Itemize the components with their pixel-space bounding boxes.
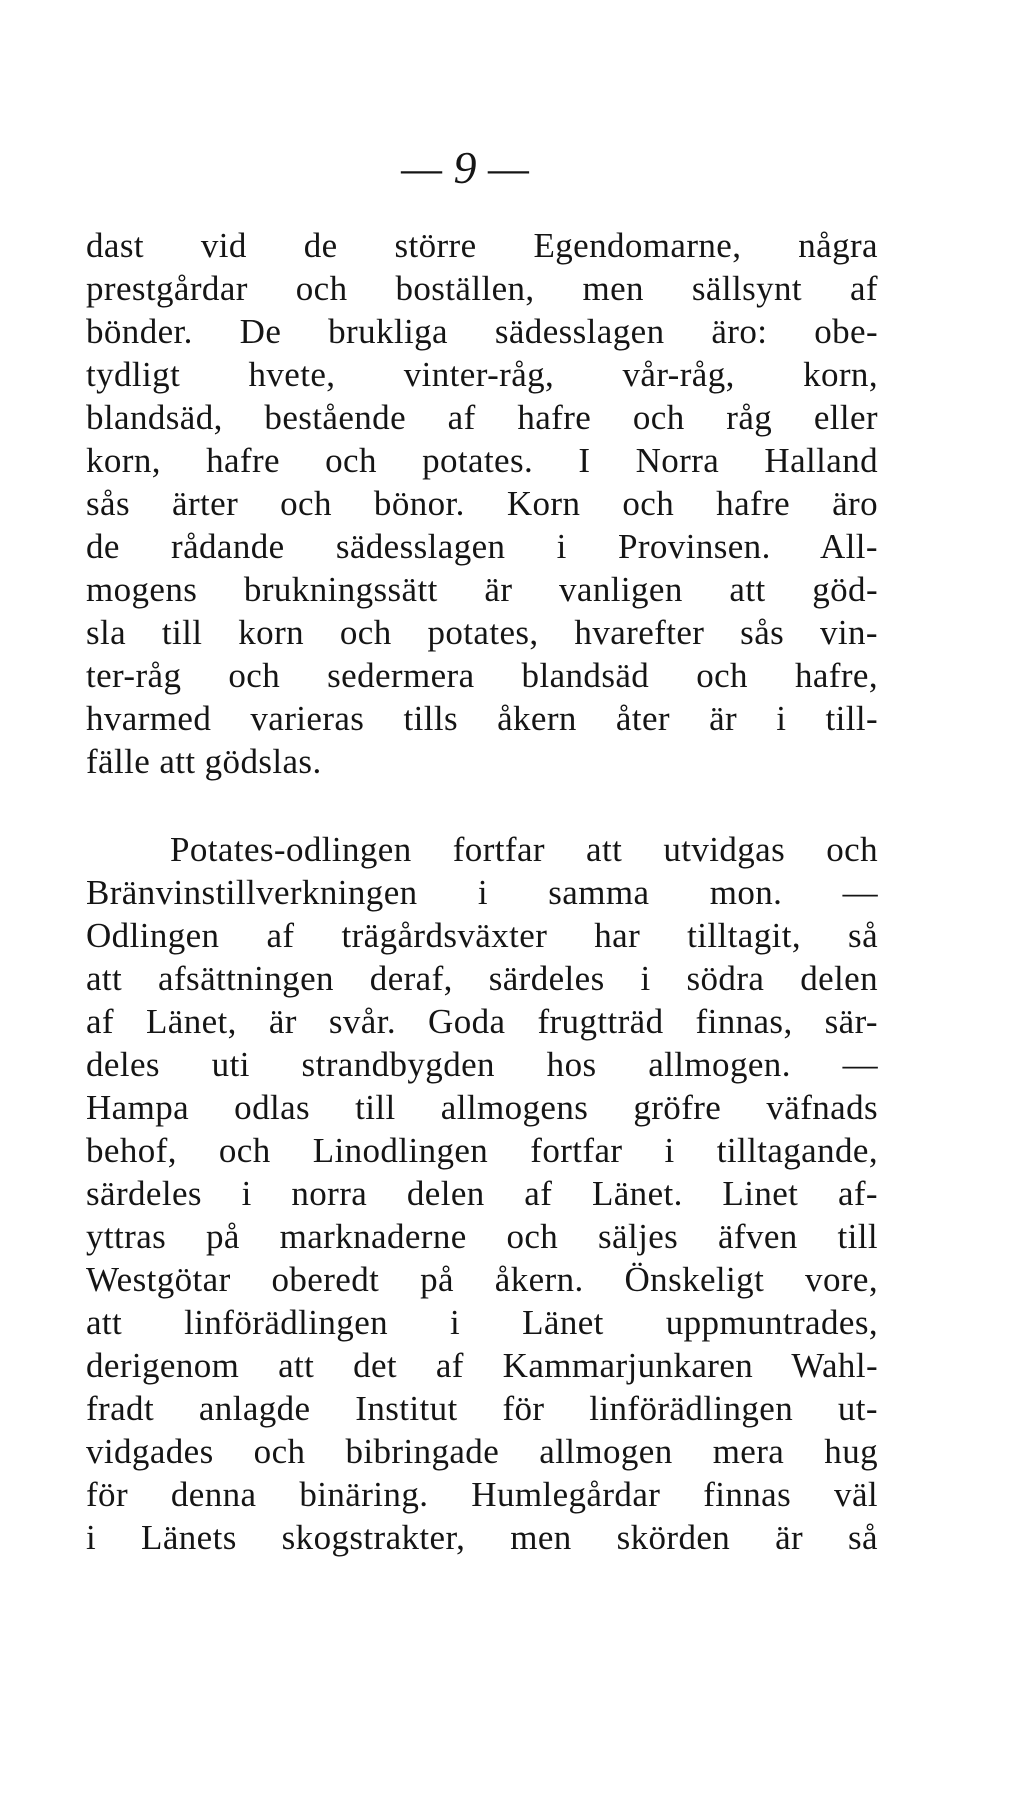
text-line: att afsättningen deraf, särdeles i södra delen [86, 959, 878, 998]
text-line: vidgades och bibringade allmogen mera hug [86, 1432, 878, 1471]
text-line: yttras på marknaderne och säljes äfven till [86, 1217, 878, 1256]
text-line: att linförädlingen i Länet uppmuntrades, [86, 1303, 878, 1342]
text-line: sla till korn och potates, hvarefter sås vin- [86, 613, 878, 652]
text-line: behof, och Linodlingen fortfar i tilltagande, [86, 1131, 878, 1170]
text-line: af Länet, är svår. Goda frugtträd finnas, sär- [86, 1002, 878, 1041]
text-line: sås ärter och bönor. Korn och hafre äro [86, 484, 878, 523]
paragraph-1 [86, 224, 878, 783]
text-line: Odlingen af trägårdsväxter har tilltagit, så [86, 916, 878, 955]
paragraph-2 [86, 828, 878, 1559]
text-line: mogens brukningssätt är vanligen att göd- [86, 570, 878, 609]
text-line: fradt anlagde Institut för linförädlingen ut- [86, 1389, 878, 1428]
text-line: fälle att gödslas. [86, 742, 322, 781]
text-line: bönder. De brukliga sädesslagen äro: obe- [86, 312, 878, 351]
text-line: dast vid de större Egendomarne, några [86, 226, 878, 265]
text-line: ter-råg och sedermera blandsäd och hafre, [86, 656, 878, 695]
text-line: särdeles i norra delen af Länet. Linet af- [86, 1174, 878, 1213]
text-line: hvarmed varieras tills åkern åter är i till- [86, 699, 878, 738]
page-number: — 9 — [401, 142, 529, 193]
text-line: korn, hafre och potates. I Norra Halland [86, 441, 878, 480]
text-line: blandsäd, bestående af hafre och råg eller [86, 398, 878, 437]
text-line: prestgårdar och boställen, men sällsynt af [86, 269, 878, 308]
text-line: Hampa odlas till allmogens gröfre väfnads [86, 1088, 878, 1127]
text-line: Westgötar oberedt på åkern. Önskeligt vore, [86, 1260, 878, 1299]
text-line: deles uti strandbygden hos allmogen. — [86, 1045, 878, 1084]
text-line: Bränvinstillverkningen i samma mon. — [86, 873, 878, 912]
text-line: de rådande sädesslagen i Provinsen. All- [86, 527, 878, 566]
text-line: för denna binäring. Humlegårdar finnas väl [86, 1475, 878, 1514]
text-line: tydligt hvete, vinter-råg, vår-råg, korn, [86, 355, 878, 394]
text-line: Potates-odlingen fortfar att utvidgas och [170, 830, 878, 869]
text-line: i Länets skogstrakter, men skörden är så [86, 1518, 878, 1557]
text-line: derigenom att det af Kammarjunkaren Wahl- [86, 1346, 878, 1385]
